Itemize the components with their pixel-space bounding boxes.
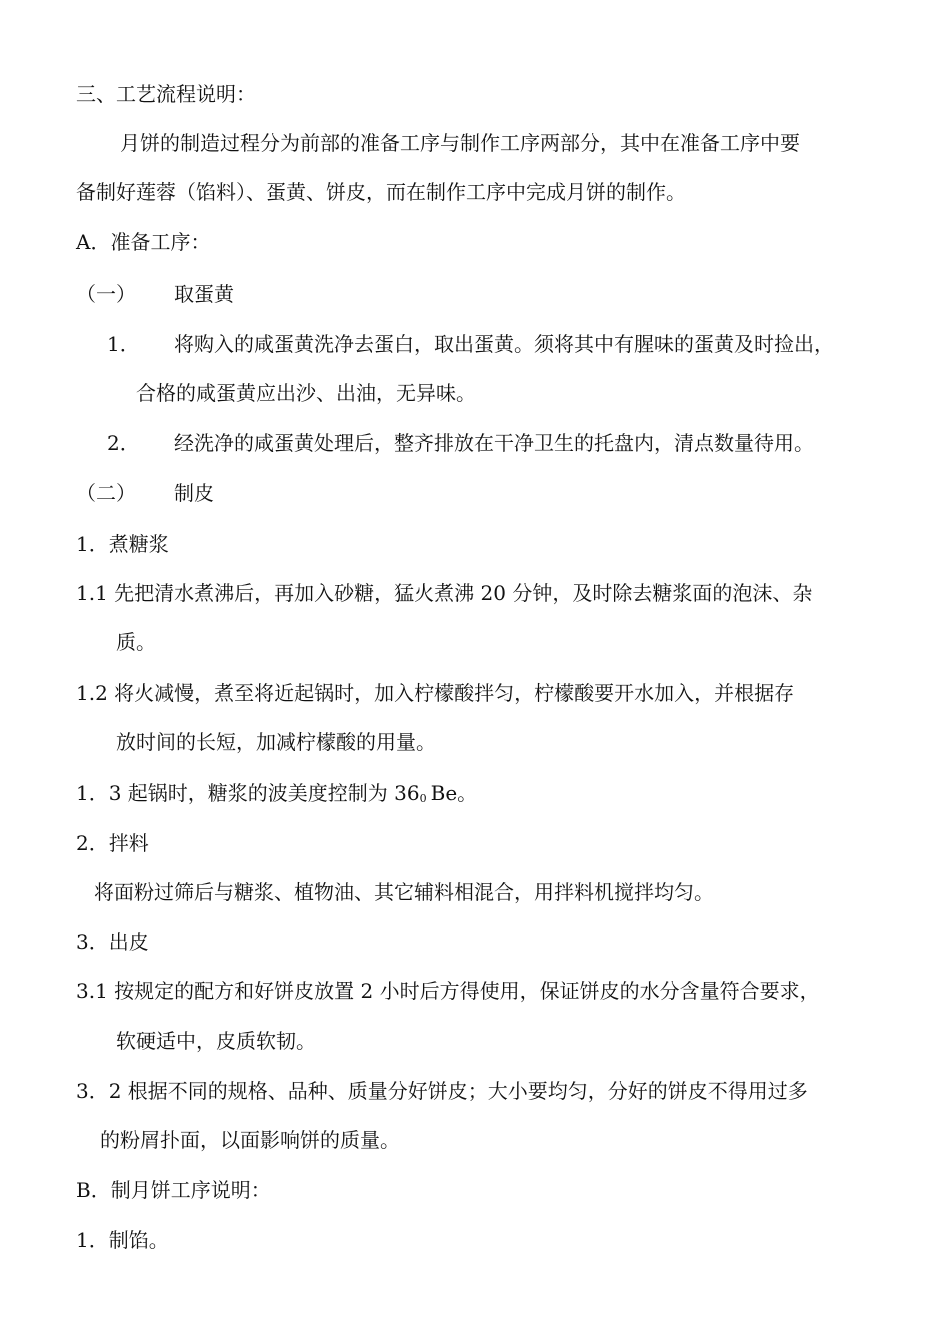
subheading-one-number: （一） <box>76 282 136 306</box>
item-1-text-line-2: 合格的咸蛋黄应出沙、出油，无异味。 <box>136 381 476 405</box>
step-1-1-line-2: 质。 <box>116 630 156 654</box>
step-3-2-line-1: 3．2 根据不同的规格、品种、质量分好饼皮；大小要均匀，分好的饼皮不得用过多 <box>76 1079 808 1103</box>
step-2-heading: 2．拌料 <box>76 831 149 855</box>
step-1-heading: 1．煮糖浆 <box>76 532 169 556</box>
step-3-1-line-2: 软硬适中，皮质软韧。 <box>116 1029 316 1053</box>
step-1-3-text: 1．3 起锅时，糖浆的波美度控制为 36 <box>76 781 420 805</box>
degree-mark: 0 <box>419 792 427 805</box>
paragraph-intro-line-2: 备制好莲蓉（馅料）、蛋黄、饼皮，而在制作工序中完成月饼的制作。 <box>76 180 686 204</box>
paragraph-intro-line-1: 月饼的制造过程分为前部的准备工序与制作工序两部分，其中在准备工序中要 <box>120 131 800 155</box>
subheading-two-number: （二） <box>76 481 136 505</box>
step-3-2-line-2: 的粉屑扑面，以面影响饼的质量。 <box>100 1128 400 1152</box>
step-1-1-line-1: 1.1 先把清水煮沸后，再加入砂糖，猛火煮沸 20 分钟，及时除去糖浆面的泡沫、杂 <box>76 581 813 605</box>
subheading-one-title: 取蛋黄 <box>174 282 234 306</box>
heading-b-mooncake: B．制月饼工序说明： <box>76 1178 271 1202</box>
step-1-2-line-2: 放时间的长短，加减柠檬酸的用量。 <box>116 730 436 754</box>
step-1-3-unit: Be。 <box>430 781 478 805</box>
step-2-text: 将面粉过筛后与糖浆、植物油、其它辅料相混合，用拌料机搅拌均匀。 <box>94 880 714 904</box>
step-b-1-heading: 1．制馅。 <box>76 1228 169 1252</box>
heading-a-preparation: A．准备工序： <box>76 230 211 254</box>
item-2-text: 经洗净的咸蛋黄处理后，整齐排放在干净卫生的托盘内，清点数量待用。 <box>174 431 814 455</box>
step-1-2-line-1: 1.2 将火减慢，煮至将近起锅时，加入柠檬酸拌匀，柠檬酸要开水加入，并根据存 <box>76 681 795 705</box>
subheading-two-title: 制皮 <box>174 481 214 505</box>
step-3-heading: 3．出皮 <box>76 930 149 954</box>
step-3-1-line-1: 3.1 按规定的配方和好饼皮放置 2 小时后方得使用，保证饼皮的水分含量符合要求， <box>76 979 820 1003</box>
item-2-number: 2． <box>107 431 140 455</box>
item-1-number: 1． <box>107 332 140 356</box>
section-heading-process: 三、工艺流程说明： <box>76 82 256 106</box>
item-1-text-line-1: 将购入的咸蛋黄洗净去蛋白，取出蛋黄。须将其中有腥味的蛋黄及时捡出， <box>174 332 834 356</box>
step-1-3-line <box>76 779 477 813</box>
